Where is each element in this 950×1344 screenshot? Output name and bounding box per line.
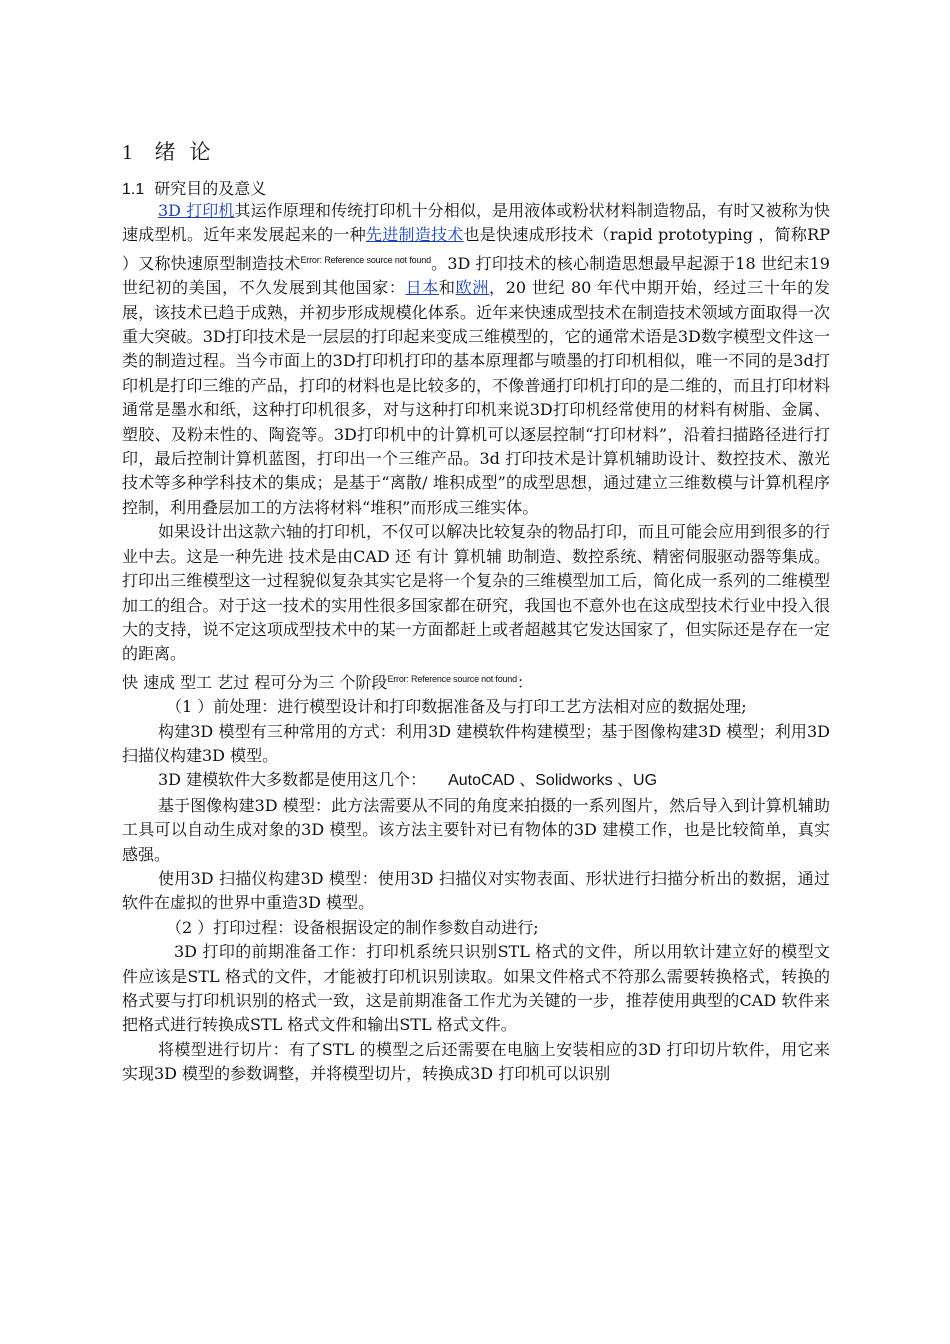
paragraph-six-axis: 如果设计出这款六轴的打印机，不仅可以解决比较复杂的物品打印，而且可能会应用到很多的行业中去。这是一种先进 技术是由CAD 还 有计 算机辅 助制造、数控系统、精密伺服驱动器等集成。打印出三维模型这一过程貌似复杂其实它是将一个复杂的三维模型加工后，简化成一系列的二维模型加工的组合。对于这一技术的实用性很多国家都在研究，我国也不意外也在这成型技术行业中投入很大的支持，说不定这项成型技术中的某一方面都赶上或者超越其它发达国家了，但实际还是存在一定的距离。 (122, 522, 831, 664)
section-number: 1.1 (122, 181, 145, 198)
software-list: AutoCAD 、Solidworks 、UG (448, 772, 658, 790)
paragraph-process-stages (122, 667, 830, 695)
chapter-number: 1 (122, 140, 135, 164)
section-heading (122, 176, 266, 199)
link-advanced-manufacturing[interactable]: 先进制造技术 (365, 225, 464, 245)
link-europe[interactable]: 欧洲 (455, 278, 490, 298)
link-japan[interactable]: 日本 (405, 278, 439, 298)
paragraph-stl-preparation: 3D 打印的前期准备工作：打印机系统只识别STL 格式的文件，所以用软计建立好的模型文件应该是STL 格式的文件，才能被打印机识别读取。如果文件格式不符那么需要转换格式，转换的格式要与打印机识别的格式一致，这是前期准备工作尤为关键的一步，推荐使用典型的CAD 软件来把格式进行转换成STL 格式文件和输出STL 格式文件。 (122, 942, 830, 1035)
reference-error: Error: Reference source not found (300, 254, 431, 265)
paragraph-text: 其运作原理和传统打印机十分相似，是用液体或粉状材料制造物品，有时又被称为快速成型机。近年来发展起来的一种 (122, 201, 830, 245)
paragraph-text: 也是快速成形技术（rapid prototyping ，简称RP ）又称快速原型制造技术 (122, 225, 830, 273)
paragraph-text: 和 (438, 278, 456, 298)
paragraph-text: 快 速成 型工 艺过 程可分为三 个阶段 (122, 672, 388, 692)
paragraph-print-process: （2 ）打印过程：设备根据设定的制作参数自动进行; (166, 917, 539, 937)
paragraph-text: 。3D 打印技术的核心制造思想最早起源于18 世纪末19 世纪初的美国，不久发展到其他国家： (122, 253, 830, 298)
chapter-title: 绪论 (154, 140, 225, 164)
chapter-heading (122, 136, 225, 166)
paragraph-text: ，20 世纪 80 年代中期开始，经过三十年的发展，该技术已趋于成熟，并初步形成规模化体系。近年来快速成型技术在制造技术领域方面取得一次重大突破。3D打印技术是一层层的打印起来变成三维模型的，它的通常术语是3D数字模型文件这一类的制造过程。当今市面上的3D打印机打印的基本原理都与喷墨的打印机相似，唯一不同的是3d打印机是打印三维的产品，打印的材料也是比较多的，不像普通打印机打印的是二维的，而且打印材料通常是墨水和纸，这种打印机很多，对与这种打印机来说3D打印机经常使用的材料有树脂、金属、塑胶、及粉末性的、陶瓷等。3D打印机中的计算机可以逐层控制“打印材料”，沿着扫描路径进行打印，最后控制计算机蓝图，打印出一个三维产品。3d 打印技术是计算机辅助设计、数控技术、激光技术等多种学科技术的集成；是基于“离散/ 堆积成型”的成型思想，通过建立三维数模与计算机程序控制，利用叠层加工的方法将材料“堆积”而形成三维实体。 (122, 278, 830, 517)
reference-error: Error: Reference source not found (387, 673, 517, 684)
paragraph-modeling-software (122, 768, 830, 793)
paragraph-scanner-modeling: 使用3D 扫描仪构建3D 模型：使用3D 扫描仪对实物表面、形状进行扫描分析出的数据，通过软件在虚拟的世界中重造3D 模型。 (122, 868, 830, 913)
paragraph-text: ： (516, 672, 533, 692)
paragraph-modeling-methods: 构建3D 模型有三种常用的方式：利用3D 建模软件构建模型；基于图像构建3D 模型；利用3D 扫描仪构建3D 模型。 (122, 721, 830, 765)
paragraph-slicing: 将模型进行切片：有了STL 的模型之后还需要在电脑上安装相应的3D 打印切片软件，用它来实现3D 模型的参数调整，并将模型切片，转换成3D 打印机可以识别 (122, 1039, 830, 1084)
paragraph-image-modeling: 基于图像构建3D 模型：此方法需要从不同的角度来拍摄的一系列图片，然后导入到计算机辅助工具可以自动生成对象的3D 模型。该方法主要针对已有物体的3D 建模工作，也是比较简单，真实感强。 (122, 795, 830, 864)
section-title: 研究目的及意义 (154, 179, 267, 198)
link-3d-printer[interactable]: 3D 打印机 (158, 201, 235, 220)
paragraph-intro (122, 199, 830, 520)
paragraph-preprocess: （1 ）前处理：进行模型设计和打印数据准备及与打印工艺方法相对应的数据处理; (166, 697, 747, 717)
document-body (122, 199, 830, 1087)
paragraph-text: 3D 建模软件大多数都是使用这几个： (158, 770, 427, 790)
